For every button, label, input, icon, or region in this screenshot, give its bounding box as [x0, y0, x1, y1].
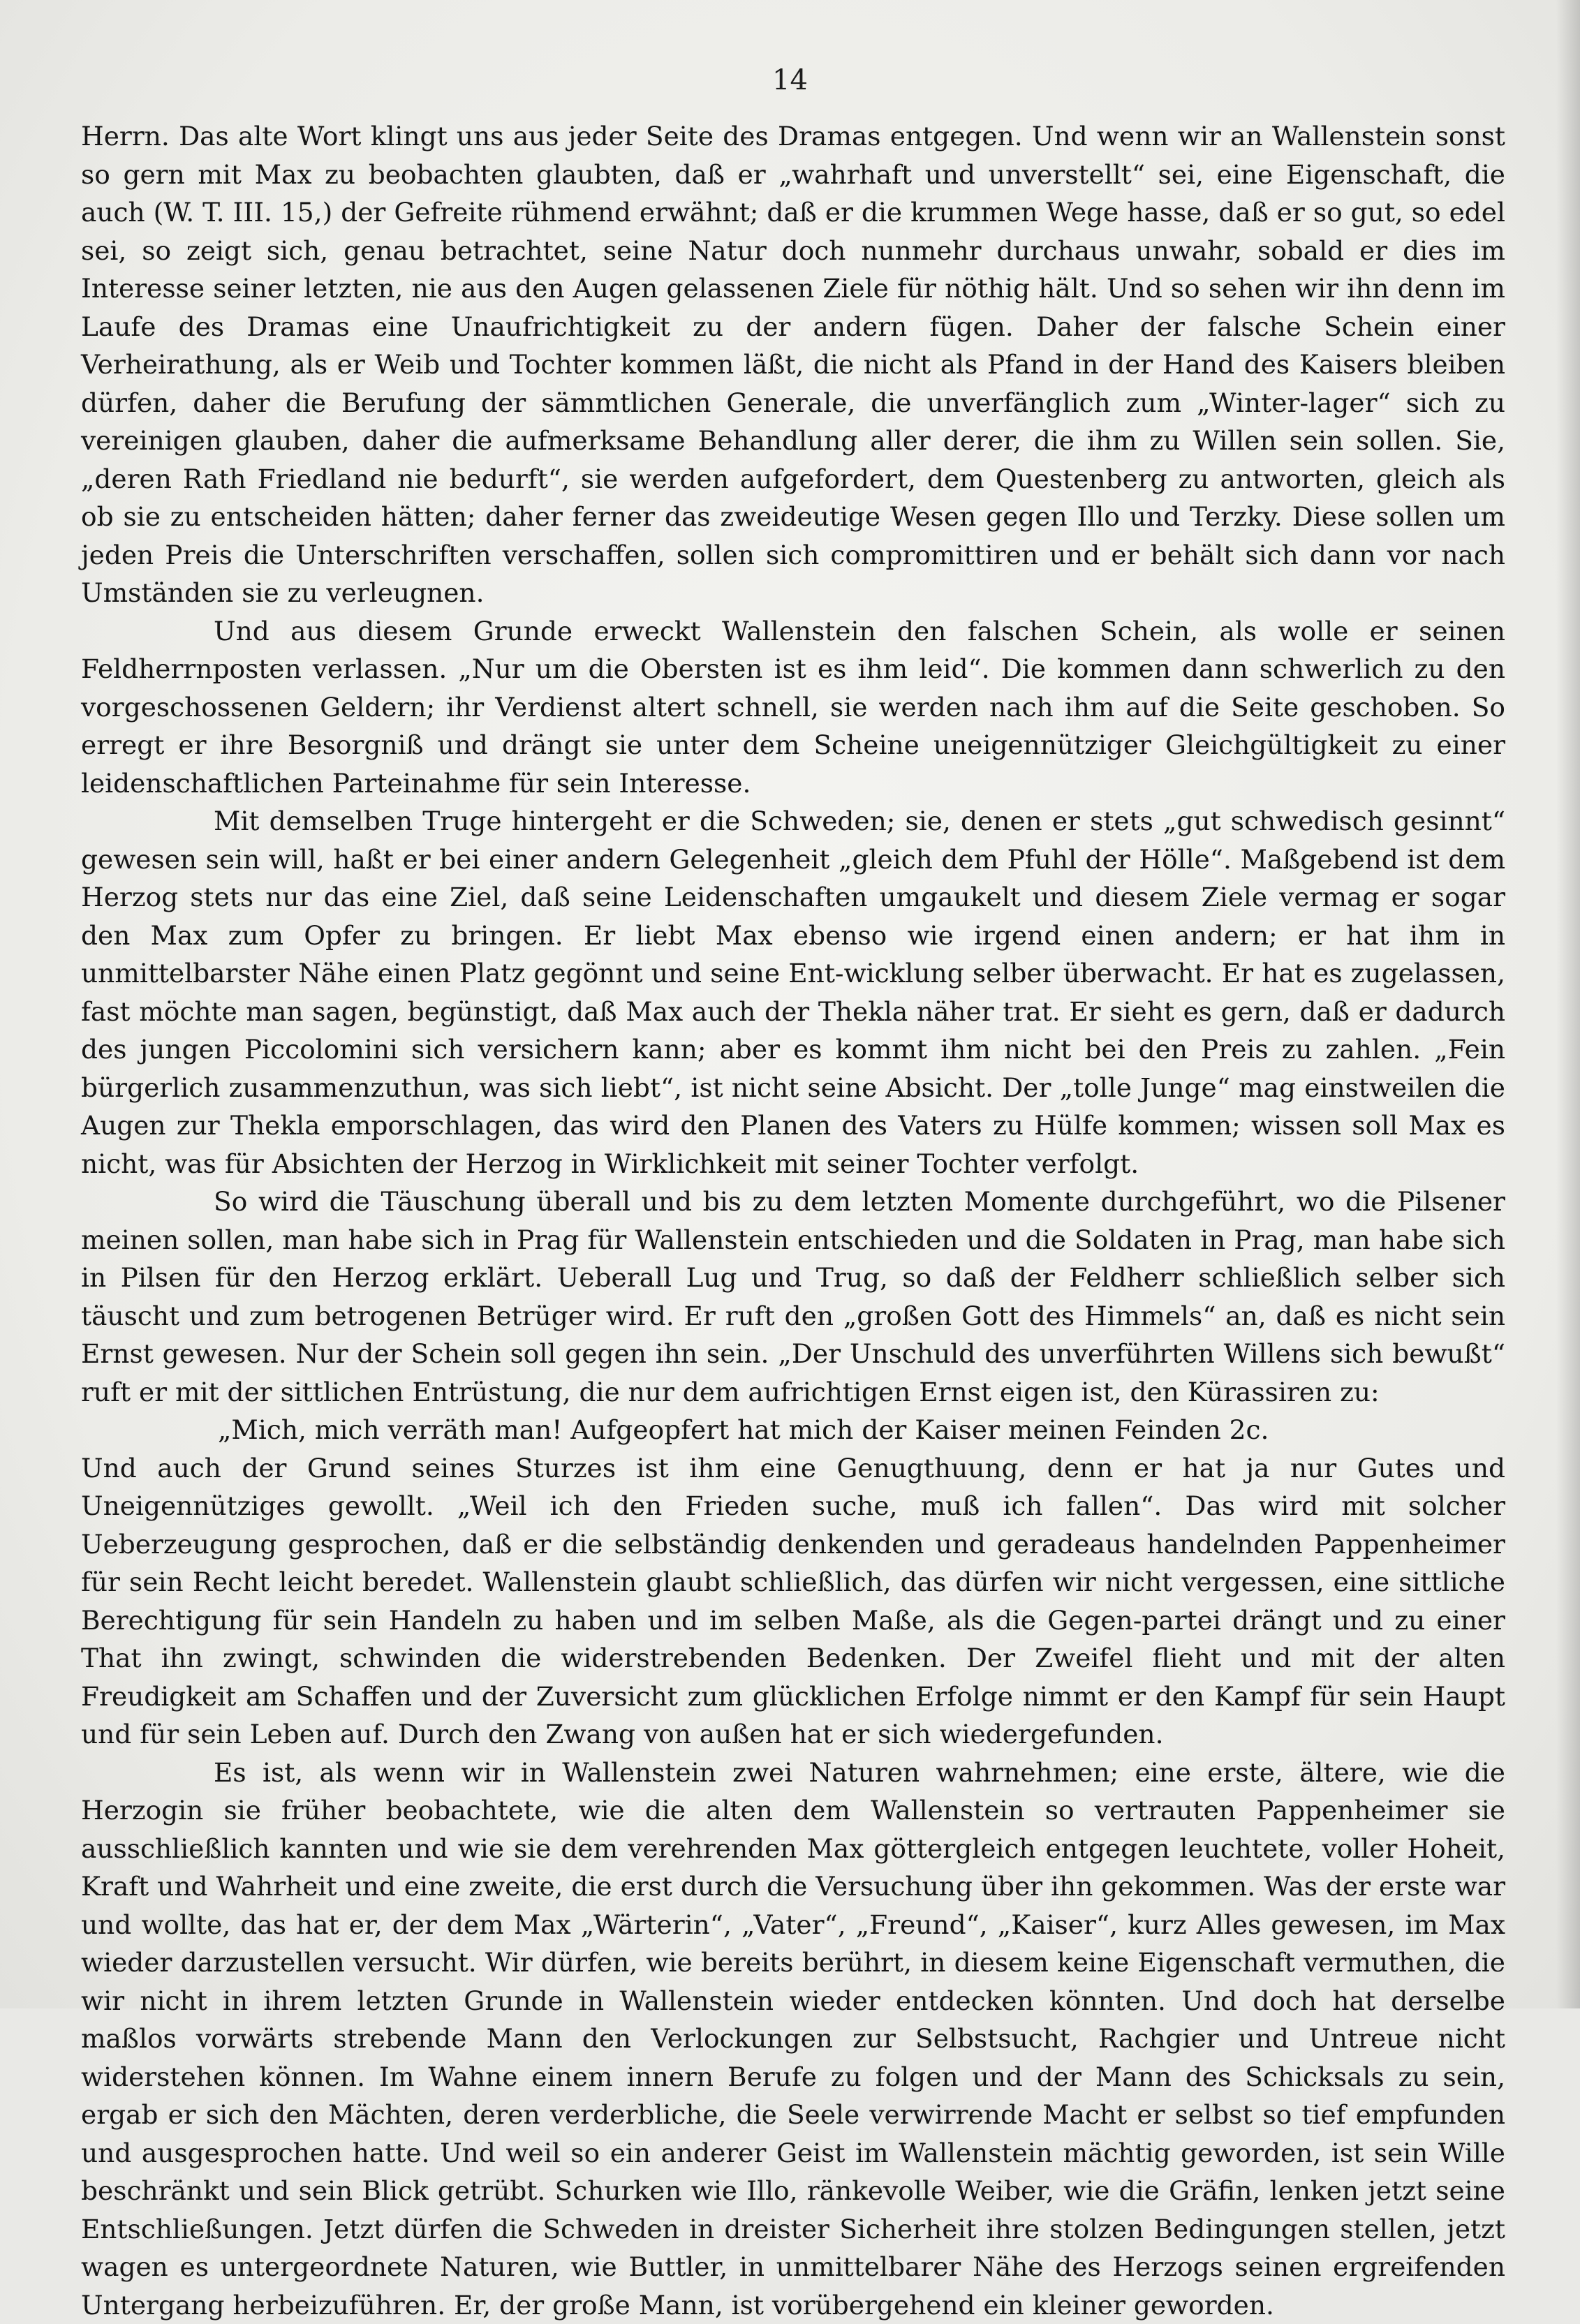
page-number: 14 [0, 64, 1580, 96]
paragraph: Und aus diesem Grunde erweckt Wallenstein den falschen Schein, als wolle er seinen Feldherrnposten verlassen. „Nur um die Obersten ist es ihm leid“. Die kommen dann schwerlich zu den vorgeschossenen Geldern; ihr Verdienst altert schnell, sie werden nach ihm auf die Seite geschoben. So erregt er ihre Besorgniß und drängt sie unter dem Scheine uneigennütziger Gleichgültigkeit zu einer leidenschaftlichen Parteinahme für sein Interesse. [81, 612, 1505, 803]
paragraph: Es ist, als wenn wir in Wallenstein zwei Naturen wahrnehmen; eine erste, ältere, wie die Herzogin sie früher beobachtete, wie die alten dem Wallenstein so vertrauten Pappenheimer sie ausschließlich kannten und wie sie dem verehrenden Max göttergleich entgegen leuchtete, voller Hoheit, Kraft und Wahrheit und eine zweite, die erst durch die Versuchung über ihn gekommen. Was der erste war und wollte, das hat er, der dem Max „Wärterin“, „Vater“, „Freund“, „Kaiser“, kurz Alles gewesen, im Max wieder darzustellen versucht. Wir dürfen, wie bereits berührt, in diesem keine Eigenschaft vermuthen, die wir nicht in ihrem letzten Grunde in Wallenstein wieder entdecken könnten. Und doch hat derselbe maßlos vorwärts strebende Mann den Verlockungen zur Selbstsucht, Rachgier und Untreue nicht widerstehen können. Im Wahne einem innern Berufe zu folgen und der Mann des Schicksals zu sein, ergab er sich den Mächten, deren verderbliche, die Seele verwirrende Macht er selbst so tief empfunden und ausgesprochen hatte. Und weil so ein anderer Geist im Wallenstein mächtig geworden, ist sein Wille beschränkt und sein Blick getrübt. Schurken wie Illo, ränkevolle Weiber, wie die Gräfin, lenken jetzt seine Entschließungen. Jetzt dürfen die Schweden in dreister Sicherheit ihre stolzen Bedingungen stellen, jetzt wagen es untergeordnete Naturen, wie Buttler, in unmittelbarer Nähe des Herzogs seinen ergreifenden Untergang herbeizuführen. Er, der große Mann, ist vorübergehend ein kleiner geworden. [81, 1754, 1505, 2324]
paragraph: Mit demselben Truge hintergeht er die Schweden; sie, denen er stets „gut schwedisch gesinnt“ gewesen sein will, haßt er bei einer andern Gelegenheit „gleich dem Pfuhl der Hölle“. Maßgebend ist dem Herzog stets nur das eine Ziel, daß seine Leidenschaften umgaukelt und diesem Ziele vermag er sogar den Max zum Opfer zu bringen. Er liebt Max ebenso wie irgend einen andern; er hat ihm in unmittelbarster Nähe einen Platz gegönnt und seine Ent-wicklung selber überwacht. Er hat es zugelassen, fast möchte man sagen, begünstigt, daß Max auch der Thekla näher trat. Er sieht es gern, daß er dadurch des jungen Piccolomini sich versichern kann; aber es kommt ihm nicht bei den Preis zu zahlen. „Fein bürgerlich zusammenzuthun, was sich liebt“, ist nicht seine Absicht. Der „tolle Junge“ mag einstweilen die Augen zur Thekla emporschlagen, das wird den Planen des Vaters zu Hülfe kommen; wissen soll Max es nicht, was für Absichten der Herzog in Wirklichkeit mit seiner Tochter verfolgt. [81, 802, 1505, 1183]
page-edge-shadow [1556, 0, 1580, 2008]
quotation-line: „Mich, mich verräth man! Aufgeopfert hat mich der Kaiser meinen Feinden 2c. [81, 1411, 1505, 1449]
body-text [81, 117, 1505, 2324]
paragraph: Herrn. Das alte Wort klingt uns aus jeder Seite des Dramas entgegen. Und wenn wir an Wallenstein sonst so gern mit Max zu beobachten glaubten, daß er „wahrhaft und unverstellt“ sei, eine Eigenschaft, die auch (W. T. III. 15,) der Gefreite rühmend erwähnt; daß er die krummen Wege hasse, daß er so gut, so edel sei, so zeigt sich, genau betrachtet, seine Natur doch nunmehr durchaus unwahr, sobald er dies im Interesse seiner letzten, nie aus den Augen gelassenen Ziele für nöthig hält. Und so sehen wir ihn denn im Laufe des Dramas eine Unaufrichtigkeit zu der andern fügen. Daher der falsche Schein einer Verheirathung, als er Weib und Tochter kommen läßt, die nicht als Pfand in der Hand des Kaisers bleiben dürfen, daher die Berufung der sämmtlichen Generale, die unverfänglich zum „Winter-lager“ sich zu vereinigen glauben, daher die aufmerksame Behandlung aller derer, die ihm zu Willen sein sollen. Sie, „deren Rath Friedland nie bedurft“, sie werden aufgefordert, dem Questenberg zu antworten, gleich als ob sie zu entscheiden hätten; daher ferner das zweideutige Wesen gegen Illo und Terzky. Diese sollen um jeden Preis die Unterschriften verschaffen, sollen sich compromittiren und er behält sich dann vor nach Umständen sie zu verleugnen. [81, 117, 1505, 612]
paragraph: Und auch der Grund seines Sturzes ist ihm eine Genugthuung, denn er hat ja nur Gutes und Uneigennütziges gewollt. „Weil ich den Frieden suche, muß ich fallen“. Das wird mit solcher Ueberzeugung gesprochen, daß er die selbständig denkenden und geradeaus handelnden Pappenheimer für sein Recht leicht beredet. Wallenstein glaubt schließlich, das dürfen wir nicht vergessen, eine sittliche Berechtigung für sein Handeln zu haben und im selben Maße, als die Gegen-partei drängt und zu einer That ihn zwingt, schwinden die widerstrebenden Bedenken. Der Zweifel flieht und mit der alten Freudigkeit am Schaffen und der Zuversicht zum glücklichen Erfolge nimmt er den Kampf für sein Haupt und für sein Leben auf. Durch den Zwang von außen hat er sich wiedergefunden. [81, 1449, 1505, 1754]
paragraph: So wird die Täuschung überall und bis zu dem letzten Momente durchgeführt, wo die Pilsener meinen sollen, man habe sich in Prag für Wallenstein entschieden und die Soldaten in Prag, man habe sich in Pilsen für den Herzog erklärt. Ueberall Lug und Trug, so daß der Feldherr schließlich selber sich täuscht und zum betrogenen Betrüger wird. Er ruft den „großen Gott des Himmels“ an, daß es nicht sein Ernst gewesen. Nur der Schein soll gegen ihn sein. „Der Unschuld des unverführten Willens sich bewußt“ ruft er mit der sittlichen Entrüstung, die nur dem aufrichtigen Ernst eigen ist, den Kürassiren zu: [81, 1183, 1505, 1411]
